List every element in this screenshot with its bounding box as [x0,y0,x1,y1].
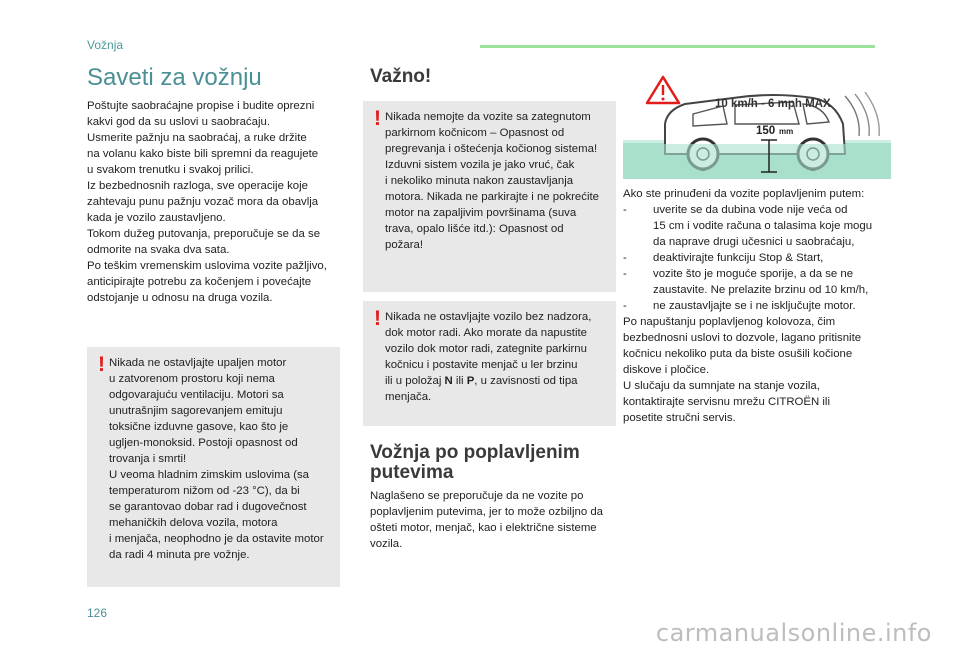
text-line: Iz bezbednosnih razloga, sve operacije koje [87,180,308,192]
text-line: odmorite na svaka dva sata. [87,244,230,256]
watermark: carmanualsonline.info [655,619,932,647]
text-line: U veoma hladnim zimskim uslovima (sa [109,469,310,481]
text-line: kočnicu i postavite menjač u ler brzinu [385,359,578,371]
text-line: na volanu kako biste bili spremni da reagujete [87,148,319,160]
text-line: uverite se da dubina vode nije veća od [653,204,848,216]
gear-position-park: P [466,375,475,387]
unattended-vehicle-warning-text [385,309,610,405]
text-line: vozite što je moguće sporije, a da se ne [653,268,854,280]
text-line: parkirnom kočnicom – Opasnost od [385,127,565,139]
unattended-vehicle-warning-box [363,301,616,426]
text-line: zahtevaju punu pažnju vozač mora da obavlja [87,196,319,208]
text-line: Poštujte saobraćajne propise i budite oprezni [87,100,315,112]
section-label: Vožnja [87,38,124,52]
text-line: Ako ste prinuđeni da vozite poplavljenim putem: [623,188,865,200]
text-line: ugljen-monoksid. Postoji opasnost od [109,437,298,449]
text-line: deaktivirajte funkciju Stop & Start, [653,252,824,264]
text-line [385,373,610,389]
text-line: Po napuštanju poplavljenog kolovoza, čim [623,316,836,328]
text-line: menjača. [385,391,432,403]
text-line: u zatvorenom prostoru koji nema [109,373,275,385]
list-dash: - [623,252,627,264]
list-item [623,250,888,266]
text-line: ošteti motor, menjač, kao i električne sisteme [370,522,597,534]
text-line: kočnicu nekoliko puta da biste osušili kočione [623,348,853,360]
text-line: da radi 4 minuta pre vožnje. [109,549,250,561]
text-fragment: , u zavisnosti od tipa [474,375,578,387]
warning-triangle-icon [647,77,679,103]
text-line: mehaničkih delova vozila, motora [109,517,278,529]
list-dash: - [623,268,627,280]
list-item [623,202,888,250]
text-line: Nikada ne ostavljajte vozilo bez nadzora, [385,311,592,323]
parking-brake-warning-box [363,101,616,292]
text-line: U slučaju da sumnjate na stanje vozila, [623,380,820,392]
list-dash: - [623,300,627,312]
flooded-roads-heading: Vožnja po poplavljenim putevima [370,442,580,483]
text-line: 15 cm i vodite računa o talasima koje mogu [653,220,873,232]
motion-line [845,96,859,136]
text-line: u svakom trenutku i svakoj prilici. [87,164,254,176]
text-line: motor na zapaljivim površinama (suva [385,207,577,219]
text-line: unutrašnjim sagorevanjem emituju [109,405,283,417]
text-fragment: ili [452,375,467,387]
text-line: Izduvni sistem vozila je jako vruć, čak [385,159,575,171]
exclamation-icon: ! [374,307,381,330]
text-line: anticipirajte potrebu za kočenjem i povećajte [87,276,312,288]
text-line: se garantovao dobar rad i dugovečnost [109,501,307,513]
text-line: odgovarajuću ventilaciju. Motori sa [109,389,284,401]
page-number: 126 [87,606,108,620]
text-line: posetite stručni servis. [623,412,736,424]
important-heading: Važno! [370,66,432,87]
text-line: Nikada ne ostavljajte upaljen motor [109,357,287,369]
text-line: odstojanje u odnosu na druga vozila. [87,292,273,304]
engine-warning-box [87,347,340,587]
text-line: dok motor radi. Ako morate da napustite [385,327,587,339]
text-fragment: ili u položaj [385,375,445,387]
list-item [623,298,888,314]
engine-warning-text [109,355,334,563]
text-line: diskove i pločice. [623,364,710,376]
text-line: Usmerite pažnju na saobraćaj, a ruke držite [87,132,307,144]
text-line: Naglašeno se preporučuje da ne vozite po [370,490,584,502]
water-overlay [663,144,848,170]
text-line: trovanja i smrti! [109,453,187,465]
depth-unit-label: mm [779,127,794,136]
motion-line [865,92,879,136]
text-line: i nekoliko minuta nakon zaustavljanja [385,175,574,187]
text-line: toksične izduvne gasove, kao što je [109,421,289,433]
text-line: trava, opalo lišće itd.): Opasnost od [385,223,564,235]
speed-limit-label: 10 km/h - 6 mph MAX [715,98,831,110]
depth-value-label: 150 [756,125,776,137]
flooded-road-instructions [623,186,888,426]
flooded-roads-paragraph [370,488,610,552]
text-line: Nikada nemojte da vozite sa zategnutom [385,111,591,123]
text-line: vozilo dok motor radi, zategnite parkirnu [385,343,587,355]
text-line: i menjača, neophodno je da ostavite motor [109,533,324,545]
text-line: da naprave drugi učesnici u saobraćaju, [653,236,855,248]
parking-brake-warning-text [385,109,610,253]
list-dash: - [623,204,627,216]
list-item [623,266,888,298]
text-line: kakvi god da su uslovi u saobraćaju. [87,116,270,128]
text-line: bezbednosni uslovi to dozvole, lagano pritisnite [623,332,862,344]
text-line: temperaturom nižom od -23 °C), da bi [109,485,300,497]
text-line: pregrevanja i oštećenja kočionog sistema! [385,143,598,155]
page-title: Saveti za vožnju [87,64,262,91]
text-line: poplavljenim putevima, jer to može ozbiljno da [370,506,603,518]
text-line: ne zaustavljajte se i ne isključujte motor. [653,300,856,312]
flooded-road-illustration [623,74,891,179]
text-line: zaustavite. Ne prelazite brzinu od 10 km/h, [653,284,869,296]
text-line: kontaktirajte servisnu mrežu CITROËN ili [623,396,830,408]
text-line: motora. Nikada ne parkirajte i ne pokrećite [385,191,599,203]
text-line: Po teškim vremenskim uslovima vozite pažljivo, [87,260,327,272]
text-line: požara! [385,239,423,251]
exclamation-icon: ! [98,353,105,376]
gear-position-neutral: N [444,375,453,387]
text-line: vozila. [370,538,403,550]
driving-tips-paragraph [87,98,347,306]
header-rule [480,45,875,48]
exclamation-icon: ! [374,107,381,130]
text-line: kada je vozilo zaustavljeno. [87,212,226,224]
text-line: Tokom dužeg putovanja, preporučuje se da se [87,228,321,240]
